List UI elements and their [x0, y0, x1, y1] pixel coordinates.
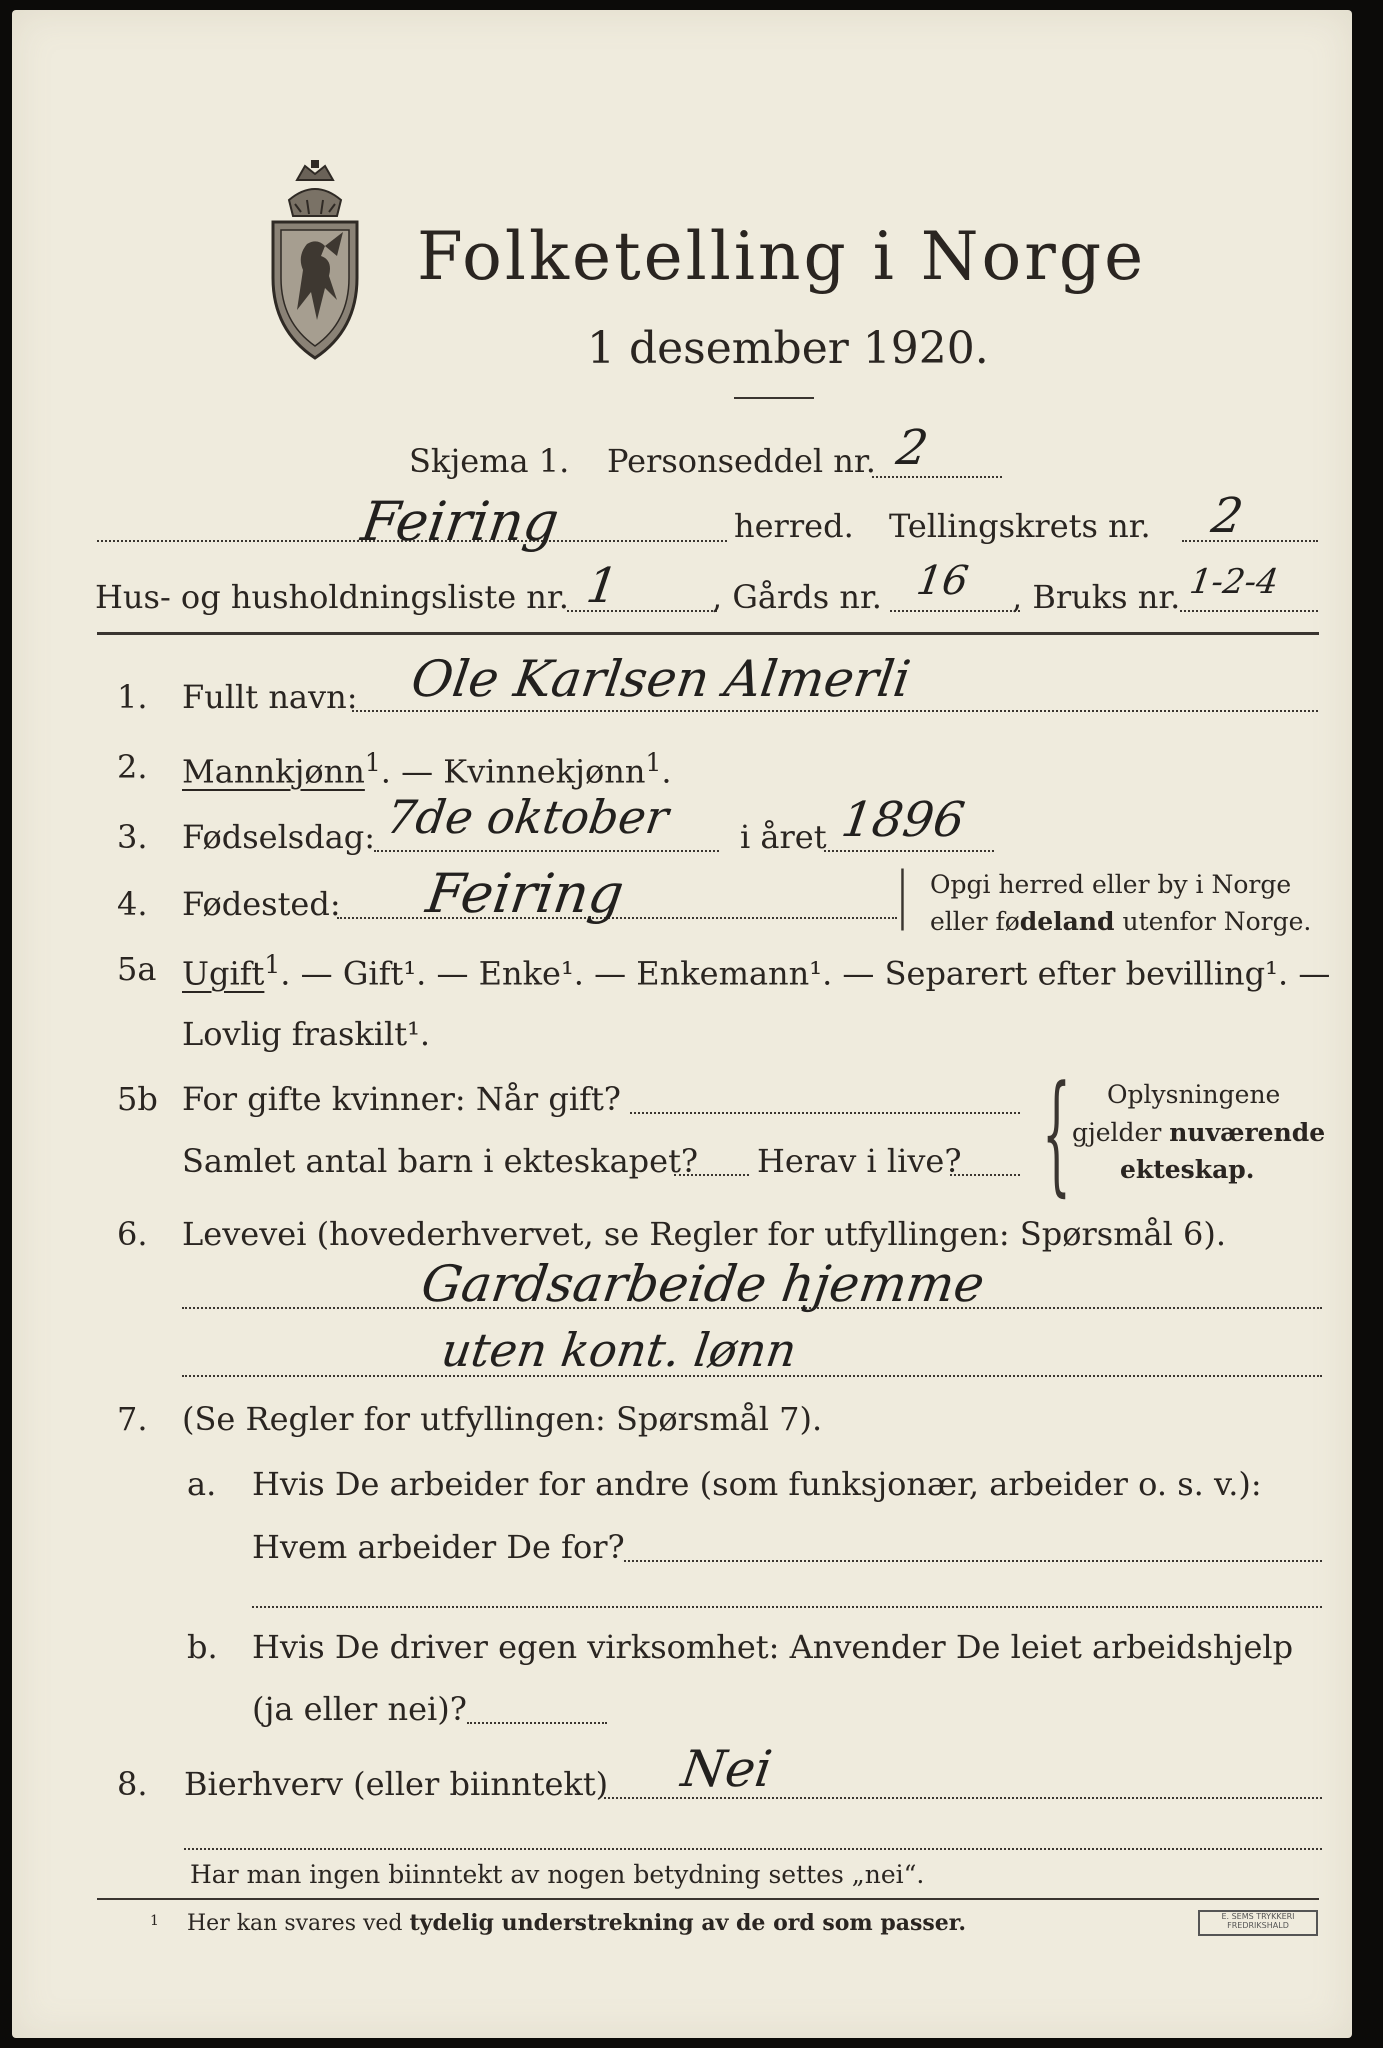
hus-label: Hus- og husholdningsliste nr.: [95, 578, 569, 616]
personseddel-line: [872, 476, 1002, 478]
title-divider: [734, 397, 814, 399]
q3-number: 3.: [117, 818, 148, 856]
year-line: [824, 850, 994, 852]
marital-options[interactable]: . — Gift¹. — Enke¹. — Enkemann¹. — Separert efter bevilling¹. —: [280, 954, 1331, 993]
q7-number: 7.: [117, 1400, 148, 1438]
gards-line: [890, 610, 1020, 612]
norway-coat-of-arms-icon: [267, 160, 363, 365]
gender-female[interactable]: Kvinnekjønn: [443, 752, 646, 791]
q1-number: 1.: [117, 678, 148, 716]
q5b-note2b: nuværende: [1169, 1118, 1326, 1147]
printer-stamp-line1: E. SEMS TRYKKERI: [1221, 1912, 1295, 1921]
hus-value[interactable]: 1: [583, 558, 622, 614]
marital-ugift-underlined[interactable]: Ugift: [182, 954, 265, 993]
q7b-text: Hvis De driver egen virksomhet: Anvender De leiet arbeidshjelp: [252, 1628, 1294, 1666]
q3-label: Fødselsdag:: [182, 818, 376, 856]
tellingskrets-label: Tellingskrets nr.: [889, 507, 1151, 545]
q6-label: Levevei (hovederhvervet, se Regler for utfyllingen: Spørsmål 6).: [182, 1215, 1227, 1253]
q5b-line2b: Herav i live?: [757, 1142, 962, 1180]
q2-number: 2.: [117, 748, 148, 786]
printer-stamp-line2: FREDRIKSHALD: [1227, 1921, 1289, 1930]
birthday-value[interactable]: 7de oktober: [383, 790, 672, 844]
herred-value[interactable]: Feiring: [357, 490, 563, 553]
q6-number: 6.: [117, 1215, 148, 1253]
bruks-label: , Bruks nr.: [1012, 578, 1181, 616]
q5b-brace: {: [1042, 1057, 1071, 1209]
nei-note: Har man ingen biinntekt av nogen betydning settes „nei“.: [190, 1860, 925, 1889]
q2-end: .: [661, 752, 672, 791]
gards-label: , Gårds nr.: [712, 578, 882, 616]
marital-line: [182, 950, 1330, 993]
census-form-sheet: [12, 10, 1352, 2038]
footnote-a: Her kan svares ved: [187, 1911, 410, 1936]
q8-label: Bierhverv (eller biinntekt): [184, 1765, 609, 1803]
q7b-letter: b.: [187, 1628, 218, 1666]
footnote-text: [187, 1910, 966, 1936]
gender-male-underlined[interactable]: Mannkjønn: [182, 752, 365, 791]
tellingskrets-line: [1182, 540, 1318, 542]
q8-number: 8.: [117, 1765, 148, 1803]
q5b-note2a: gjelder: [1072, 1118, 1170, 1147]
q7-label: (Se Regler for utfyllingen: Spørsmål 7).: [182, 1400, 823, 1438]
q4-number: 4.: [117, 885, 148, 923]
employer-line-2: [252, 1606, 1322, 1608]
q4-note2-b: deland: [1019, 907, 1115, 936]
census-date: 1 desember 1920.: [587, 323, 989, 374]
alive-line: [950, 1174, 1020, 1176]
footnote-b: tydelig understrekning av de ord som passer.: [409, 1910, 967, 1936]
footer-rule: [97, 1898, 1319, 1900]
q5b-number: 5b: [117, 1080, 158, 1118]
q4-label: Fødested:: [182, 885, 341, 923]
q7b-question: (ja eller nei)?: [252, 1690, 467, 1728]
q4-note2-c: utenfor Norge.: [1114, 907, 1312, 936]
marital-line2[interactable]: Lovlig fraskilt¹.: [182, 1015, 431, 1053]
header-rule: [97, 632, 1319, 635]
gender-line: [182, 748, 672, 791]
occupation-value-2[interactable]: uten kont. lønn: [438, 1323, 800, 1377]
q5a-sup: 1: [264, 950, 281, 979]
side-income-line-2: [184, 1848, 1322, 1850]
q1-label: Fullt navn:: [182, 678, 358, 716]
hired-help-line: [467, 1722, 607, 1724]
birthday-line: [374, 850, 719, 852]
full-name-value[interactable]: Ole Karlsen Almerli: [407, 650, 914, 708]
q7a-question: Hvem arbeider De for?: [252, 1528, 625, 1566]
q5b-line2a: Samlet antal barn i ekteskapet?: [182, 1142, 699, 1180]
q5b-note1: Oplysningene: [1107, 1080, 1281, 1109]
birth-year-value[interactable]: 1896: [838, 792, 969, 848]
bruks-value[interactable]: 1-2-4: [1187, 562, 1281, 602]
q5b-line1: For gifte kvinner: Når gift?: [182, 1080, 621, 1118]
q4-note-line2: [930, 907, 1311, 936]
children-line: [674, 1174, 749, 1176]
q2-separator: . —: [380, 752, 444, 791]
personseddel-value[interactable]: 2: [893, 420, 932, 476]
tellingskrets-value[interactable]: 2: [1208, 488, 1247, 544]
form-title: Folketelling i Norge: [417, 218, 1147, 295]
personseddel-label: Personseddel nr.: [607, 442, 876, 480]
q7a-letter: a.: [187, 1465, 217, 1503]
q1-line: [352, 710, 1318, 712]
herred-label: herred.: [734, 507, 854, 545]
gards-value[interactable]: 16: [913, 558, 972, 604]
q4-note2-a: eller fø: [930, 907, 1020, 936]
q7a-text: Hvis De arbeider for andre (som funksjonær, arbeider o. s. v.):: [252, 1465, 1262, 1503]
married-when-line: [630, 1112, 1020, 1114]
bruks-line: [1180, 610, 1318, 612]
q4-note-line1: Opgi herred eller by i Norge: [930, 870, 1292, 899]
occupation-value-1[interactable]: Gardsarbeide hjemme: [417, 1255, 988, 1313]
footnote-mark: 1: [150, 1913, 159, 1929]
q4-brace: |: [897, 858, 908, 931]
schema-label: Skjema 1.: [409, 442, 570, 480]
printer-stamp: [1198, 1910, 1318, 1936]
q5a-number: 5a: [117, 950, 157, 988]
side-income-value[interactable]: Nei: [677, 1740, 776, 1798]
q5b-note2: [1072, 1118, 1325, 1147]
q2-footnote-mark-2: 1: [645, 748, 662, 777]
birthplace-value[interactable]: Feiring: [422, 862, 628, 925]
q2-footnote-mark-1: 1: [364, 748, 381, 777]
year-label: i året: [740, 818, 827, 856]
employer-line: [624, 1560, 1322, 1562]
q5b-note3: ekteskap.: [1120, 1155, 1255, 1184]
